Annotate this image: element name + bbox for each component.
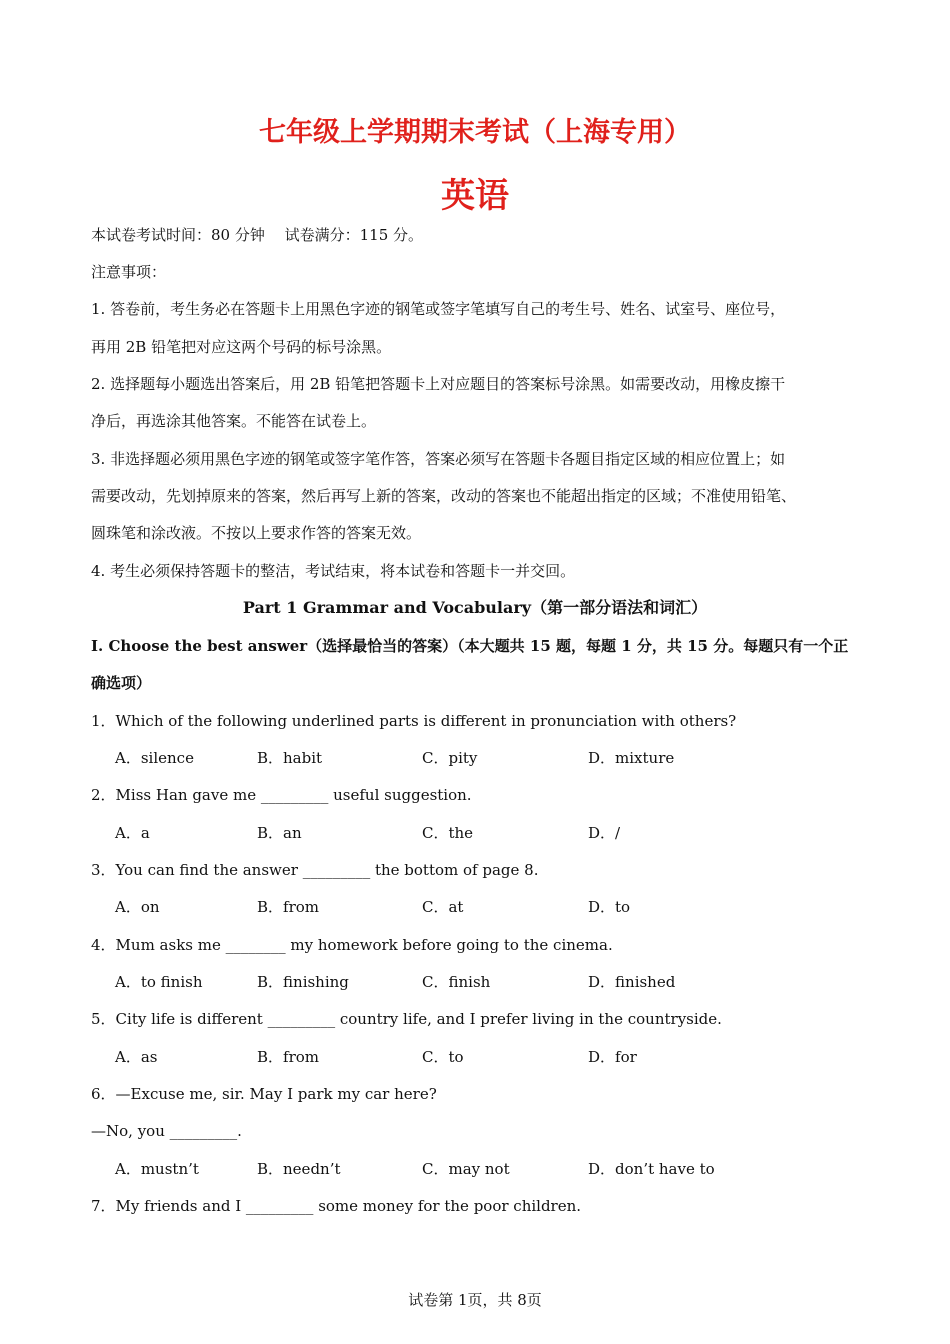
part-title: Part 1 Grammar and Vocabulary（第一部分语法和词汇） <box>242 598 708 617</box>
note-line: 1. 答卷前，考生务必在答题卡上用黑色字迹的钢笔或签字笔填写自己的考生号、姓名、试室号、座位号， <box>91 300 786 318</box>
question-stem: 5．City life is different _________ country life, and I prefer living in the countryside. <box>91 1010 722 1028</box>
option-c: C．at <box>422 898 464 916</box>
option-d: D．/ <box>588 824 621 842</box>
option-a: A．a <box>115 824 150 842</box>
note-line: 再用 2B 铅笔把对应这两个号码的标号涂黑。 <box>91 338 392 356</box>
question-stem: 6．—Excuse me, sir. May I park my car here? <box>91 1085 437 1103</box>
note-line: 净后，再选涂其他答案。不能答在试卷上。 <box>91 412 377 430</box>
question-stem-reply: —No, you _________. <box>91 1122 242 1140</box>
note-line: 3. 非选择题必须用黑色字迹的钢笔或签字笔作答，答案必须写在答题卡各题目指定区域的相应位置上；如 <box>91 450 786 468</box>
question-stem: 4．Mum asks me ________ my homework before going to the cinema. <box>91 936 613 954</box>
exam-info: 本试卷考试时间：80 分钟 试卷满分：115 分。 <box>91 226 424 244</box>
option-b: B．finishing <box>257 973 349 991</box>
note-line: 圆珠笔和涂改液。不按以上要求作答的答案无效。 <box>91 524 422 542</box>
note-line: 4. 考生必须保持答题卡的整洁，考试结束，将本试卷和答题卡一并交回。 <box>91 562 576 580</box>
option-c: C．to <box>422 1048 464 1066</box>
page-footer: 试卷第 1页，共 8页 <box>408 1291 542 1309</box>
option-a: A．silence <box>115 749 194 767</box>
exam-title: 七年级上学期期末考试（上海专用） <box>259 117 691 148</box>
option-c: C．may not <box>422 1160 510 1178</box>
option-d: D．don’t have to <box>588 1160 715 1178</box>
option-d: D．for <box>588 1048 637 1066</box>
option-a: A．to finish <box>115 973 203 991</box>
option-d: D．to <box>588 898 631 916</box>
option-b: B．habit <box>257 749 323 767</box>
option-b: B．needn’t <box>257 1160 341 1178</box>
section-title-continued: 确选项） <box>91 674 152 692</box>
option-d: D．mixture <box>588 749 675 767</box>
option-c: C．finish <box>422 973 491 991</box>
notes-heading: 注意事项： <box>91 263 167 281</box>
option-d: D．finished <box>588 973 676 991</box>
option-c: C．the <box>422 824 474 842</box>
option-c: C．pity <box>422 749 478 767</box>
question-stem: 2．Miss Han gave me _________ useful suggestion. <box>91 786 472 804</box>
note-line: 需要改动，先划掉原来的答案，然后再写上新的答案，改动的答案也不能超出指定的区域；不准使用铅笔、 <box>91 487 797 505</box>
option-a: A．as <box>115 1048 158 1066</box>
question-stem: 7．My friends and I _________ some money for the poor children. <box>91 1197 582 1215</box>
subject-title: 英语 <box>441 176 509 216</box>
option-a: A．on <box>115 898 160 916</box>
option-b: B．from <box>257 1048 319 1066</box>
option-b: B．from <box>257 898 319 916</box>
option-a: A．mustn’t <box>115 1160 199 1178</box>
section-title: I. Choose the best answer（选择最恰当的答案）（本大题共 15 题，每题 1 分，共 15 分。每题只有一个正 <box>91 637 849 655</box>
question-stem: 3．You can find the answer _________ the bottom of page 8. <box>91 861 539 879</box>
note-line: 2. 选择题每小题选出答案后，用 2B 铅笔把答题卡上对应题目的答案标号涂黑。如需要改动，用橡皮擦干 <box>91 375 786 393</box>
question-stem: 1．Which of the following underlined parts is different in pronunciation with others? <box>91 712 737 730</box>
option-b: B．an <box>257 824 302 842</box>
